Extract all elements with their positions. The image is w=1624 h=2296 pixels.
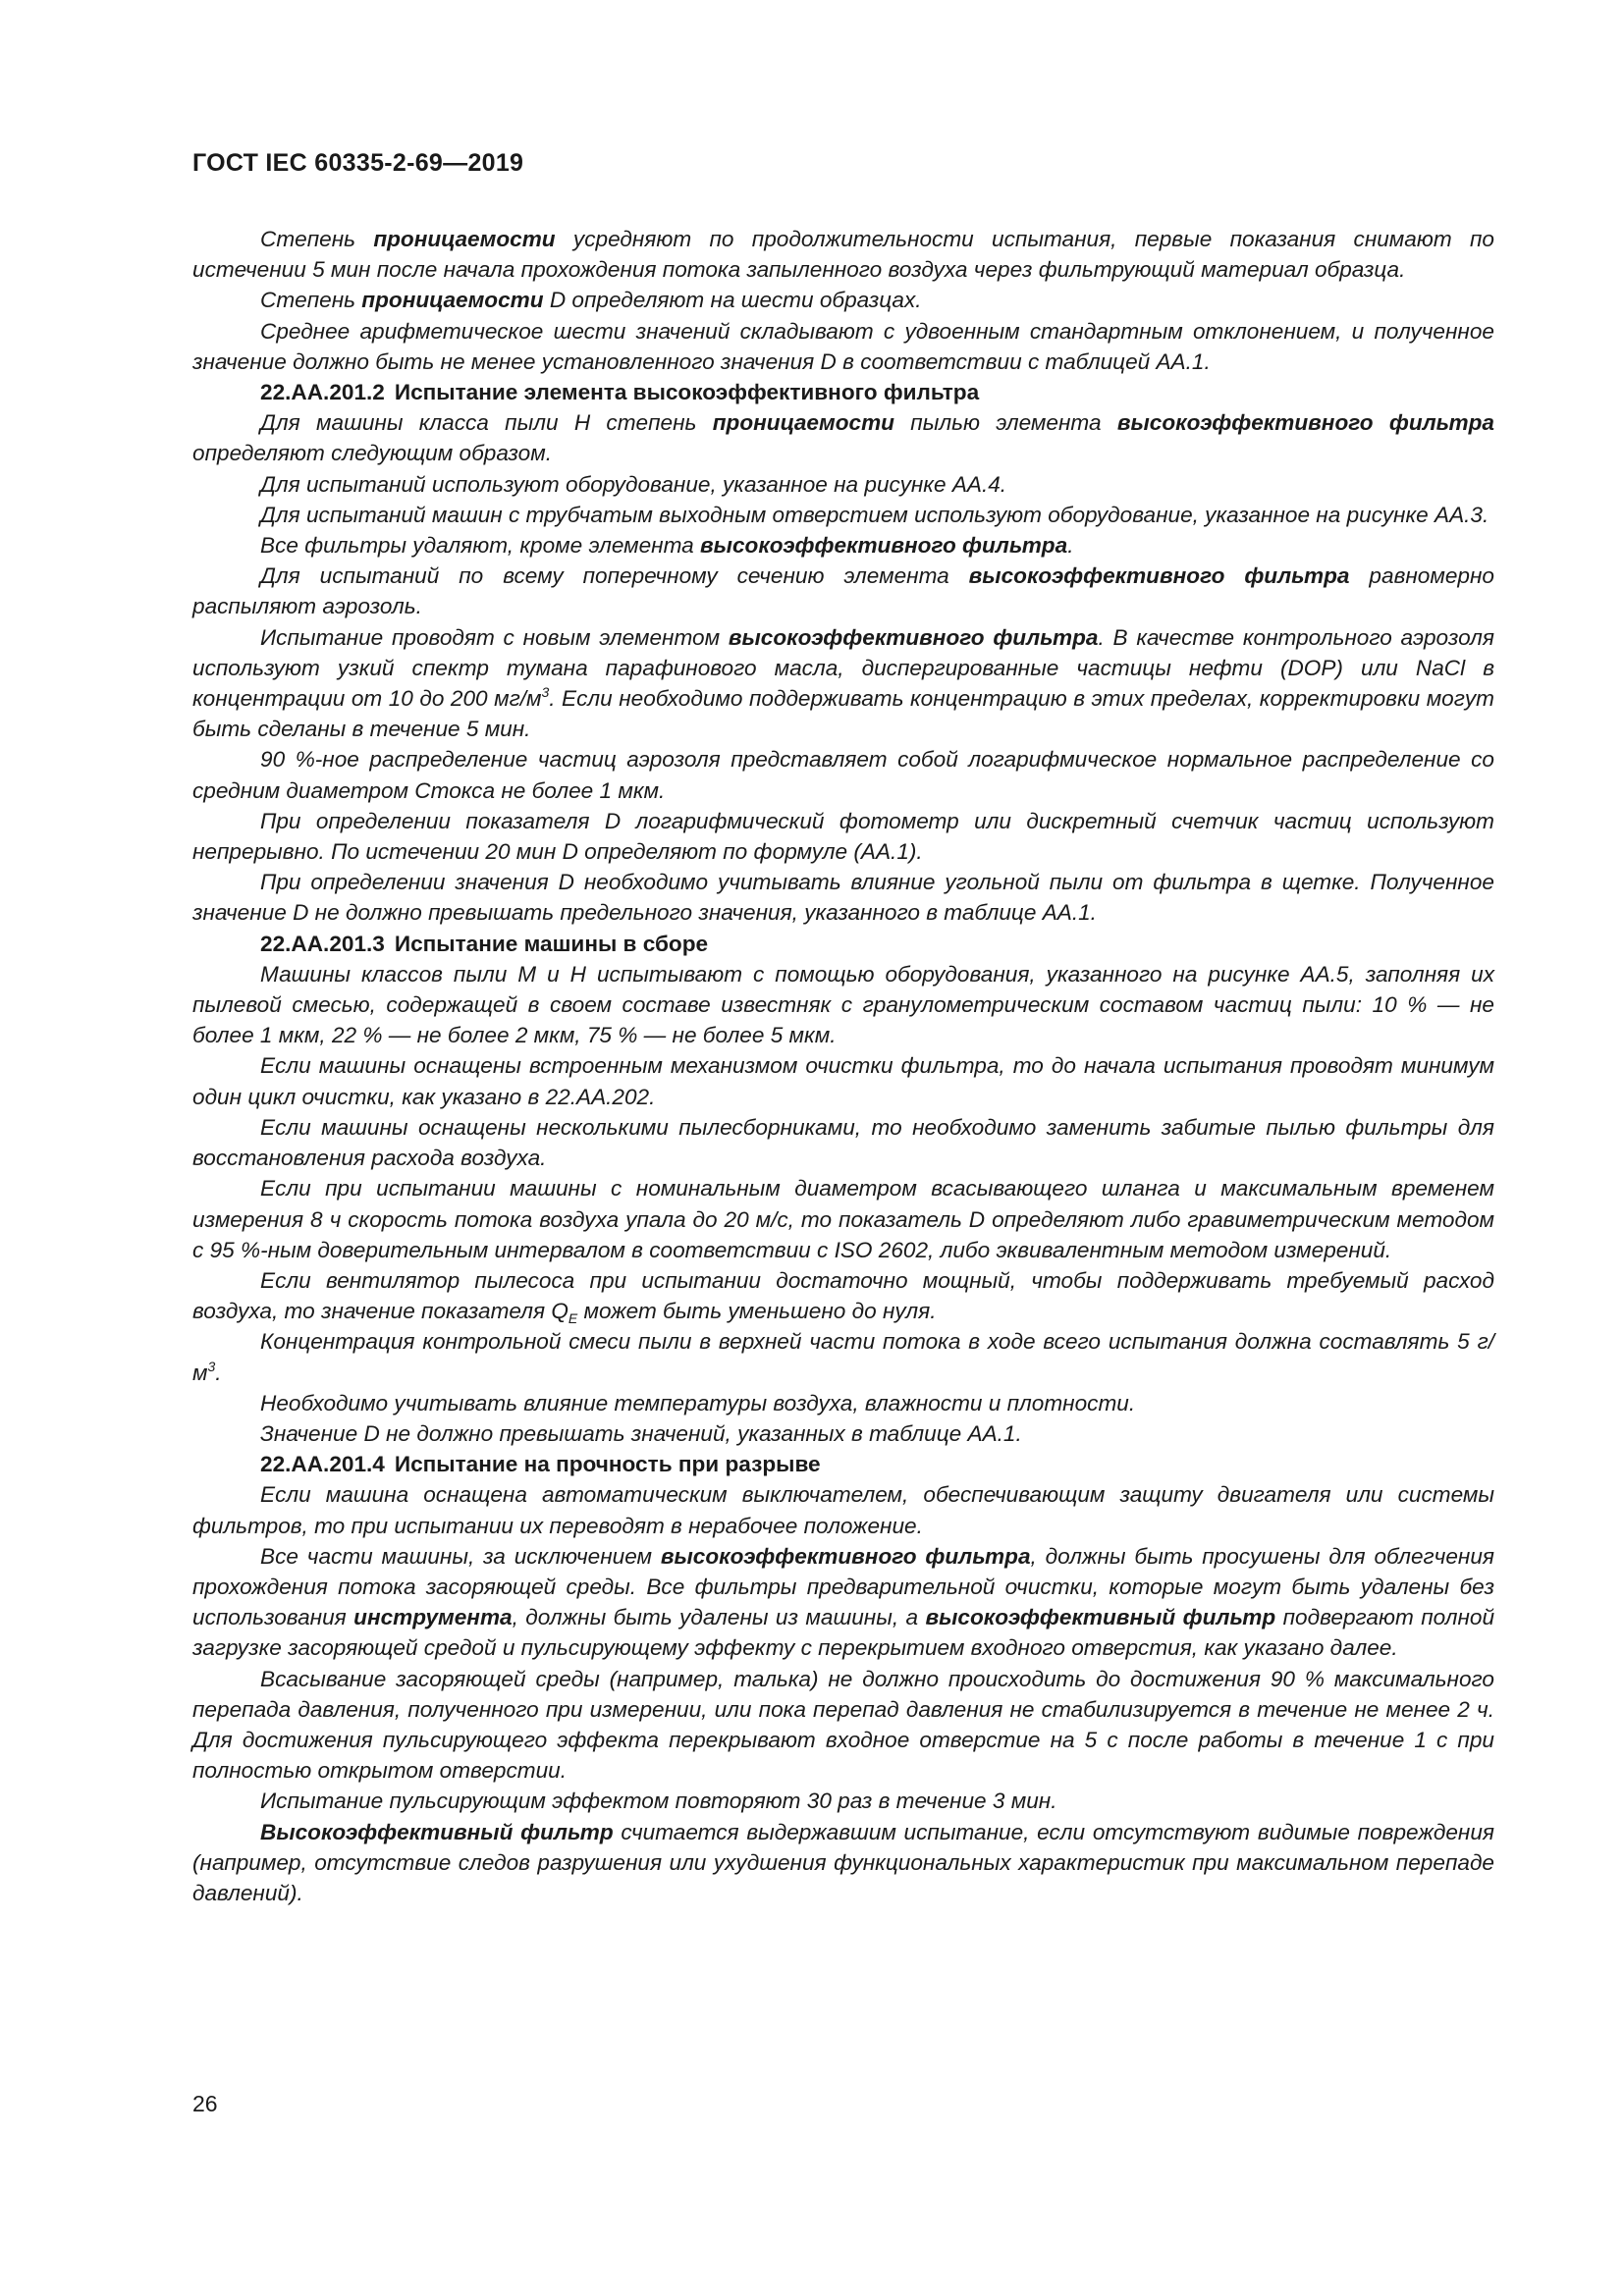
text-run: Концентрация контрольной смеси пыли в верхней части потока в ходе всего испытания должна составлять 5 г/м: [192, 1329, 1494, 1385]
paragraph: [192, 959, 1494, 1051]
document-header: ГОСТ IEC 60335-2-69—2019: [192, 149, 524, 177]
paragraph: [192, 469, 1494, 500]
paragraph: [192, 622, 1494, 745]
text-run: Степень: [260, 227, 374, 251]
text-run: .: [1067, 533, 1074, 559]
section-number: 22.АА.201.2: [260, 380, 385, 405]
superscript: 3: [207, 1358, 216, 1374]
defined-term: проницаемости: [712, 410, 894, 436]
text-run: Все части машины, за исключением: [260, 1543, 661, 1569]
paragraph: [192, 1418, 1494, 1449]
paragraph: [192, 530, 1494, 561]
text-run: , должны быть просушены для облегчения прохождения потока засоряющей среды. Все фильтры предварительной очистки, которые могут быть удалены без использования: [192, 1543, 1494, 1630]
text-run: Если машины оснащены несколькими пылесборниками, то необходимо заменить забитые пылью фильтры для восстановления расхода воздуха.: [192, 1114, 1494, 1171]
text-run: может быть уменьшено до нуля.: [577, 1299, 937, 1324]
paragraph: [192, 316, 1494, 377]
paragraph: [192, 1786, 1494, 1816]
text-run: Испытание проводят с новым элементом: [260, 624, 729, 650]
text-run: 90 %-ное распределение частиц аэрозоля представляет собой логарифмическое нормальное распределение со средним диаметром Стокса не более 1 мкм.: [192, 747, 1494, 803]
text-run: Машины классов пыли М и Н испытывают с помощью оборудования, указанного на рисунке АА.5, заполняя их пылевой смесью, содержащей в своем составе известняк с гранулометрическим составом частиц пыли: 10 % — не более 1 мкм, 22 % — не более 2 мкм, 75 % — не более 5 мкм.: [192, 961, 1494, 1048]
paragraph: [192, 1541, 1494, 1664]
text-run: Если машина оснащена автоматическим выключателем, обеспечивающим защиту двигателя или системы фильтров, то при испытании их переводят в нерабочее положение.: [192, 1482, 1494, 1538]
paragraph: [192, 1050, 1494, 1111]
defined-term: проницаемости: [373, 227, 556, 251]
text-run: Всасывание засоряющей среды (например, талька) не должно происходить до достижения 90 % максимального перепада давления, полученного при измерении, или пока перепад давления не стабилизируется в течение не менее 2 ч. Для достижения пульсирующего эффекта перекрывают входное отверстие на 5 с после работы в течение 1 с при полностью открытом отверстии.: [192, 1666, 1494, 1784]
page-number: 26: [192, 2091, 218, 2116]
section-number: 22.АА.201.3: [260, 931, 385, 956]
section-heading: [192, 929, 1494, 959]
section-heading: [192, 377, 1494, 407]
text-run: При определении показателя D логарифмический фотометр или дискретный счетчик частиц используют непрерывно. По истечении 20 мин D определяют по формуле (АА.1).: [192, 808, 1494, 865]
text-run: Необходимо учитывать влияние температуры воздуха, влажности и плотности.: [260, 1390, 1136, 1415]
defined-term: инструмента: [353, 1605, 513, 1630]
text-run: Для испытаний машин с трубчатым выходным отверстием используют оборудование, указанное на рисунке АА.3.: [260, 502, 1489, 527]
paragraph: [192, 806, 1494, 867]
paragraph: [192, 1388, 1494, 1418]
text-run: Для машины класса пыли Н степень: [260, 410, 713, 436]
text-run: подвергают полной загрузке засоряющей средой и пульсирующему эффекту с перекрытием входного отверстия, как указано далее.: [192, 1605, 1495, 1661]
paragraph: [192, 1112, 1494, 1173]
paragraph: [192, 1326, 1494, 1387]
paragraph: [192, 1173, 1494, 1265]
paragraph: [192, 285, 1494, 315]
paragraph: [192, 867, 1494, 928]
text-run: Все фильтры удаляют, кроме элемента: [260, 533, 701, 559]
paragraph: [192, 1479, 1494, 1540]
text-run: определяют следующим образом.: [192, 441, 553, 466]
defined-term: высокоэффективного фильтра: [728, 624, 1099, 650]
text-run: При определении значения D необходимо учитывать влияние угольной пыли от фильтра в щетке. Полученное значение D не должно превышать предельного значения, указанного в таблице АА.1.: [192, 870, 1494, 926]
document-body: [192, 224, 1494, 1908]
paragraph: [192, 407, 1494, 468]
text-run: Среднее арифметическое шести значений складывают с удвоенным стандартным отклонением, и полученное значение должно быть не менее установленного значения D в соответствии с таблицей АА.1.: [192, 318, 1494, 374]
text-run: . Если необходимо поддерживать концентрацию в этих пределах, корректировки могут быть сделаны в течение 5 мин.: [192, 686, 1495, 742]
paragraph: [192, 744, 1494, 805]
section-title: Испытание элемента высокоэффективного фильтра: [394, 380, 980, 405]
section-title: Испытание машины в сборе: [394, 931, 709, 956]
paragraph: [192, 1265, 1494, 1326]
text-run: Для испытаний используют оборудование, указанное на рисунке АА.4.: [260, 471, 1007, 497]
defined-term: высокоэффективного фильтра: [660, 1543, 1031, 1569]
subscript: E: [568, 1310, 578, 1327]
text-run: .: [215, 1360, 222, 1385]
text-run: Если вентилятор пылесоса при испытании достаточно мощный, чтобы поддерживать требуемый расход воздуха, то значение показателя Q: [192, 1267, 1494, 1324]
text-run: пылью элемента: [893, 410, 1117, 436]
text-run: Значение D не должно превышать значений, указанных в таблице АА.1.: [260, 1420, 1022, 1446]
text-run: равномерно распыляют аэрозоль.: [192, 563, 1494, 619]
text-run: Если при испытании машины с номинальным диаметром всасывающего шланга и максимальным временем измерения 8 ч скорость потока воздуха упала до 20 м/с, то показатель D определяют либо гравиметрическим методом с 95 %-ным доверительным интервалом в соответствии с ISO 2602, либо эквивалентным методом измерений.: [192, 1176, 1494, 1262]
defined-term: высокоэффективного фильтра: [1116, 410, 1494, 436]
defined-term: высокоэффективного фильтра: [700, 533, 1068, 559]
paragraph: [192, 1664, 1494, 1787]
paragraph: [192, 500, 1494, 530]
text-run: считается выдержавшим испытание, если отсутствуют видимые повреждения (например, отсутствие следов разрушения или ухудшения функциональных характеристик при максимальном перепаде давлений).: [192, 1819, 1495, 1905]
paragraph: [192, 1817, 1494, 1909]
text-run: D определяют на шести образцах.: [543, 288, 922, 313]
section-number: 22.АА.201.4: [260, 1452, 385, 1477]
defined-term: проницаемости: [361, 288, 544, 313]
text-run: . В качестве контрольного аэрозоля используют узкий спектр тумана парафинового масла, диспергированные частицы нефти (DOP) или NaCl в концентрации от 10 до 200 мг/м: [192, 624, 1494, 712]
defined-term: высокоэффективного фильтра: [968, 563, 1350, 589]
text-run: Испытание пульсирующим эффектом повторяют 30 раз в течение 3 мин.: [260, 1789, 1057, 1814]
defined-term: Высокоэффективный фильтр: [260, 1819, 614, 1844]
paragraph: [192, 561, 1494, 621]
text-run: усредняют по продолжительности испытания, первые показания снимают по истечении 5 мин после начала прохождения потока запыленного воздуха через фильтрующий материал образца.: [192, 227, 1494, 283]
section-title: Испытание на прочность при разрыве: [394, 1452, 821, 1477]
text-run: Для испытаний по всему поперечному сечению элемента: [260, 563, 969, 589]
superscript: 3: [541, 684, 550, 701]
text-run: Если машины оснащены встроенным механизмом очистки фильтра, то до начала испытания проводят минимум один цикл очистки, как указано в 22.АА.202.: [192, 1053, 1494, 1109]
defined-term: высокоэффективный фильтр: [925, 1605, 1276, 1630]
paragraph: [192, 224, 1494, 285]
text-run: , должны быть удалены из машины, а: [512, 1605, 926, 1630]
text-run: Степень: [260, 288, 362, 313]
section-heading: [192, 1449, 1494, 1479]
